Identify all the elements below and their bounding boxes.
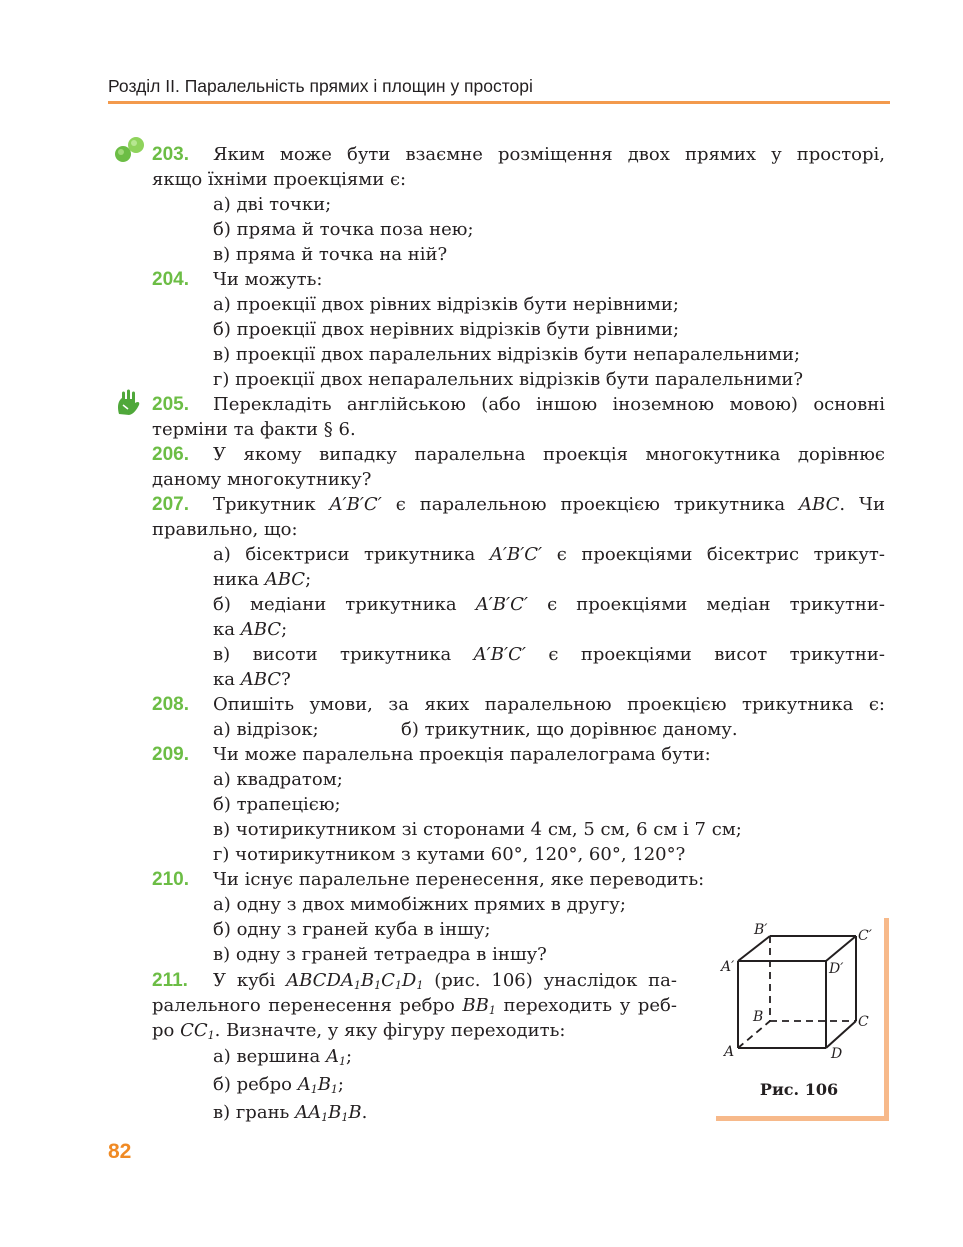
option-text: є проекціями висот трикутни- xyxy=(548,644,885,665)
option-text: б) ребро xyxy=(213,1074,292,1095)
option-text: ; xyxy=(305,569,312,590)
math-expression: A′B′C′ xyxy=(475,594,528,615)
problem-text: Трикутник xyxy=(213,494,316,515)
math-expression: ABC xyxy=(240,619,282,640)
option-d: г) чотирикутником з кутами 60°, 120°, 60°, 120°? xyxy=(213,844,686,865)
option-b: б) пряма й точка поза нею; xyxy=(213,219,474,240)
problem-number: 208. xyxy=(152,694,189,715)
math-expression: A′B′C′ xyxy=(473,644,526,665)
vertex-label-d: D xyxy=(831,1046,843,1062)
option-a: а) відрізок; xyxy=(213,719,319,740)
option-c: в) проекції двох паралельних відрізків бути непаралельними; xyxy=(213,344,801,365)
problem-text: терміни та факти § 6. xyxy=(152,419,356,440)
option-b: б) проекції двох нерівних відрізків бути рівними; xyxy=(213,319,680,340)
green-dots-icon xyxy=(113,136,147,166)
problem-210 xyxy=(152,867,885,892)
math-expression: ABC xyxy=(240,669,282,690)
vertex-label-a: A xyxy=(724,1044,735,1060)
problem-text: правильно, що: xyxy=(152,519,298,540)
problem-number: 203. xyxy=(152,144,189,165)
option-text: ? xyxy=(281,669,291,690)
math-expression: $CC_1$ xyxy=(180,1020,215,1042)
option-a: а) одну з двох мимобіжних прямих в другу; xyxy=(213,894,626,915)
math-expression: $ABCDA_1B_1C_1D_1$ xyxy=(286,970,424,992)
option-text: в) висоти трикутника xyxy=(213,644,452,665)
option-c xyxy=(152,642,885,667)
problem-text: Перекладіть англійською (або іншою іноземною мовою) основні xyxy=(213,394,885,415)
problem-number: 205. xyxy=(152,394,189,415)
option-c: в) чотирикутником зі сторонами 4 см, 5 см, 6 см і 7 см; xyxy=(213,819,742,840)
problem-text: У кубі xyxy=(213,970,276,991)
problem-text: (рис. 106) унаслідок па- xyxy=(434,970,677,991)
option-text: є проекціями бісектрис трикут- xyxy=(556,544,885,565)
problem-205 xyxy=(152,392,885,417)
option-b: б) трикутник, що дорівнює даному. xyxy=(401,719,738,740)
vertex-label-a1: A′ xyxy=(721,959,735,975)
option-c: в) пряма й точка на ній? xyxy=(213,244,448,265)
figure-caption: Рис. 106 xyxy=(759,1080,839,1099)
page-header: Розділ ІІ. Паралельність прямих і площин у просторі xyxy=(108,76,533,96)
math-expression: A′B′C′ xyxy=(489,544,543,565)
figure-frame-bottom xyxy=(716,1116,889,1121)
problem-text: Опишіть умови, за яких паралельною проекцією трикутника є: xyxy=(213,694,885,715)
options-row xyxy=(152,717,885,742)
vertex-label-c1: C′ xyxy=(858,928,872,944)
problem-203 xyxy=(152,142,885,167)
option-c: в) грань $AA_1B_1B$. xyxy=(213,1102,368,1124)
problem-text: . Чи xyxy=(839,494,885,515)
option-b: б) трапецією; xyxy=(213,794,341,815)
vertex-label-b: B xyxy=(753,1009,764,1025)
problem-text-line xyxy=(152,1018,677,1043)
math-expression: $A_1B_1$ xyxy=(297,1074,338,1096)
problem-number: 210. xyxy=(152,869,189,890)
option-a: а) проекції двох рівних відрізків бути нерівними; xyxy=(213,294,679,315)
option-text: ника xyxy=(213,569,259,590)
cube-diagram xyxy=(716,918,884,1078)
problem-text: якщо їхніми проекціями є: xyxy=(152,169,407,190)
problem-text: даному многокутнику? xyxy=(152,469,372,490)
problem-text-line xyxy=(152,993,677,1018)
vertex-label-d1: D′ xyxy=(829,961,844,977)
figure-frame-right xyxy=(884,918,889,1121)
option-text: є проекціями медіан трикутни- xyxy=(547,594,886,615)
problem-209 xyxy=(152,742,885,767)
option-a-cont xyxy=(152,567,885,592)
option-a: а) дві точки; xyxy=(213,194,332,215)
math-expression: $BB_1$ xyxy=(462,995,496,1017)
problem-number: 204. xyxy=(152,269,189,290)
option-text: ка xyxy=(213,669,235,690)
problem-number: 207. xyxy=(152,494,189,515)
problem-text: Яким може бути взаємне розміщення двох прямих у просторі, xyxy=(213,144,885,165)
figure-106 xyxy=(716,918,889,1121)
problem-text: Чи можуть: xyxy=(213,269,323,290)
option-c-cont xyxy=(152,667,885,692)
hand-icon xyxy=(114,389,142,417)
option-a: а) квадратом; xyxy=(213,769,343,790)
vertex-label-b1: B′ xyxy=(754,922,768,938)
math-expression: A′B′C′ xyxy=(329,494,382,515)
option-text: ; xyxy=(281,619,288,640)
problem-text: ро xyxy=(152,1020,175,1041)
problem-number: 211. xyxy=(152,970,188,991)
problem-text: . Визначте, у яку фігуру переходить: xyxy=(214,1020,566,1041)
option-a xyxy=(152,542,885,567)
option-text: а) вершина xyxy=(213,1046,321,1067)
math-expression: $A_1$ xyxy=(325,1046,346,1068)
option-text: а) бісектриси трикутника xyxy=(213,544,476,565)
problem-text: У якому випадку паралельна проекція многокутника дорівнює xyxy=(213,444,885,465)
problem-text: є паралельною проекцією трикутника xyxy=(395,494,786,515)
vertex-label-c: C xyxy=(858,1014,869,1030)
option-text: в) грань xyxy=(213,1102,290,1123)
option-c: в) одну з граней тетраедра в іншу? xyxy=(213,944,547,965)
problem-text: переходить у реб- xyxy=(503,995,677,1016)
header-divider xyxy=(108,101,890,104)
math-expression: ABC xyxy=(799,494,840,515)
option-a: а) вершина $A_1$; xyxy=(213,1046,353,1068)
option-b-cont xyxy=(152,617,885,642)
problem-206 xyxy=(152,442,885,467)
problem-204 xyxy=(152,267,885,292)
math-expression: ABC xyxy=(264,569,306,590)
option-b: б) одну з граней куба в іншу; xyxy=(213,919,491,940)
problem-text: Чи може паралельна проекція паралелограма бути: xyxy=(213,744,711,765)
problem-207 xyxy=(152,492,885,517)
problem-text: ралельного перенесення ребро xyxy=(152,995,455,1016)
problem-text: Чи існує паралельне перенесення, яке переводить: xyxy=(213,869,705,890)
problem-208 xyxy=(152,692,885,717)
option-text: ка xyxy=(213,619,235,640)
problem-number: 209. xyxy=(152,744,189,765)
page-number: 82 xyxy=(108,1140,132,1163)
option-b: б) ребро $A_1B_1$; xyxy=(213,1074,344,1096)
problem-211 xyxy=(152,968,677,993)
problem-number: 206. xyxy=(152,444,189,465)
option-text: б) медіани трикутника xyxy=(213,594,457,615)
option-b xyxy=(152,592,885,617)
math-expression: $AA_1B_1B$ xyxy=(295,1102,362,1124)
option-d: г) проекції двох непаралельних відрізків бути паралельними? xyxy=(213,369,803,390)
